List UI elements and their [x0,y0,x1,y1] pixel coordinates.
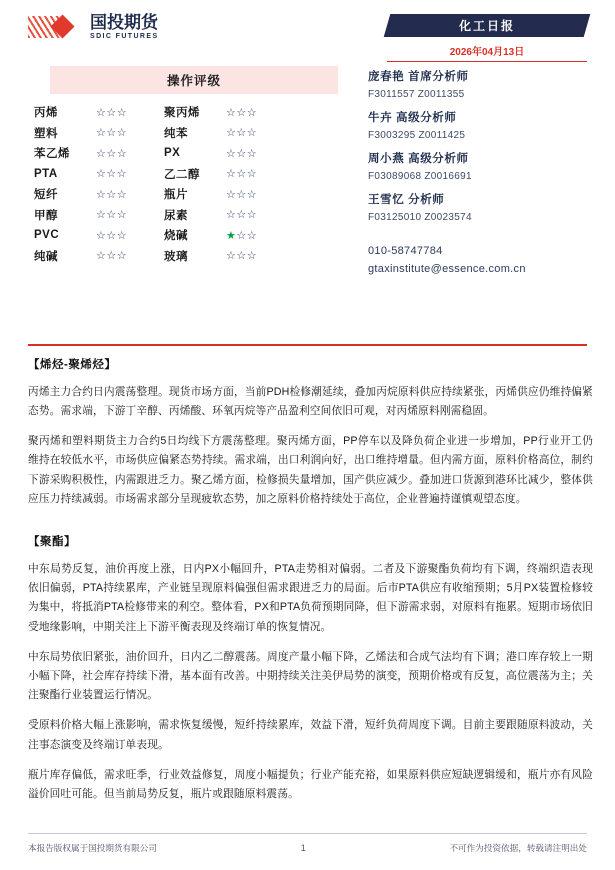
analyst-license-id: F03125010 Z0023574 [368,212,472,223]
rating-star: ☆ [236,209,247,222]
footer-disclaimer: 不可作为投资依据，转载请注明出处 [449,843,587,853]
rating-item-name: 瓶片 [164,189,188,202]
section-title: 【聚酯】 [28,536,76,549]
rating-star: ☆ [106,168,117,181]
rating-item-stars [226,106,296,119]
rating-star: ☆ [236,229,247,242]
rating-item-stars [96,188,164,201]
rating-star: ☆ [246,229,258,242]
report-flag [387,14,587,62]
rating-star: ☆ [236,106,247,119]
rating-item-name: 纯苯 [164,127,188,140]
rating-item-stars [226,147,296,160]
rating-star: ☆ [106,147,117,160]
rating-item-stars [96,229,164,242]
rating-item-stars [226,126,296,139]
analysts-panel [358,66,587,275]
footer-page-number: 1 [300,843,306,853]
rating-star: ☆ [106,229,117,242]
report-date: 2026年04月13日 [387,43,587,62]
analyst-license-id: F03089068 Z0016691 [368,171,472,182]
rating-star: ☆ [236,250,247,263]
rating-star: ☆ [236,168,247,181]
rating-item-name: 烧碱 [164,230,188,243]
rating-star: ☆ [116,229,128,242]
analyst-name: 周小燕 高级分析师 [368,153,469,165]
rating-star: ☆ [246,209,258,222]
ratings-table [28,102,358,266]
rating-row [28,225,358,246]
rating-star: ☆ [116,168,128,181]
rating-item-name: 甲醇 [34,209,58,222]
rating-item-stars [96,167,164,180]
ratings-title: 操作评级 [50,66,338,94]
rating-star: ☆ [226,127,237,140]
rating-star: ☆ [116,127,128,140]
rating-item-stars [96,208,164,221]
rating-star: ☆ [246,250,258,263]
rating-star: ☆ [116,188,128,201]
rating-row [28,102,358,123]
rating-item-name: 玻璃 [164,250,188,263]
rating-item-name: PX [164,147,181,160]
section-paragraph: 瓶片库存偏低，需求旺季，行业效益修复，周度小幅提负；行业产能充裕，如果原料供应短缺逻辑缓和，瓶片亦有风险溢价回吐可能。但当前局势反复，瓶片或跟随原料震荡。 [28,768,593,800]
rating-star: ☆ [96,188,107,201]
rating-item-stars [96,147,164,160]
header-divider [28,344,587,346]
rating-star: ☆ [96,106,107,119]
rating-row [28,123,358,144]
rating-star: ☆ [236,147,247,160]
rating-row [28,164,358,185]
rating-item-name: 尿素 [164,209,188,222]
rating-star: ★ [226,229,237,242]
rating-star: ☆ [106,209,117,222]
rating-item-stars [96,106,164,119]
rating-item-name: 塑料 [34,127,58,140]
rating-star: ☆ [236,127,247,140]
rating-item-name: 纯碱 [34,250,58,263]
section-paragraph: 丙烯主力合约日内震荡整理。现货市场方面，当前PDH检修潮延续，叠加丙烷原料供应持续紧张，丙烯供应仍维持偏紧态势。需求端，下游丁辛醇、丙烯酸、环氧丙烷等产品盈利空间依旧可观，对丙烯原料刚需稳固。 [28,385,593,417]
rating-star: ☆ [226,106,237,119]
logo-icon [28,14,84,40]
footer-divider [28,833,587,834]
rating-star: ☆ [116,147,128,160]
brand-name-cn: 国投期货 [90,13,158,32]
rating-item-name: 丙烯 [34,107,58,120]
contact-email[interactable]: gtaxinstitute@essence.com.cn [368,263,526,275]
brand-logo [28,14,159,40]
rating-item-stars [226,188,296,201]
section-paragraph: 中东局势反复，油价再度上涨，日内PX小幅回升，PTA走势相对偏弱。二者及下游聚酯负荷均有下调，终端织造表现依旧偏弱，PTA持续累库，产业链呈现原料偏强但需求跟进乏力的局面。后市PTA供应有收缩预期；5月PX装置检修较为集中，将抵消PTA检修带来的利空。整体看，PX和PTA负荷预期同降，但下游需求弱，对原料有拖累。短期市场依旧受地缘影响，中期关注上下游平衡表现及终端订单的恢复情况。 [28,562,593,633]
summary-area [28,66,587,275]
rating-star: ☆ [96,127,107,140]
report-type-label: 化工日报 [458,19,515,33]
analyst-license-id: F3003295 Z0011425 [368,130,466,141]
analyst-name: 牛卉 高级分析师 [368,112,457,124]
rating-star: ☆ [226,147,237,160]
rating-star: ☆ [106,127,117,140]
rating-star: ☆ [246,168,258,181]
rating-item-name: 聚丙烯 [164,107,200,120]
brand-name-en: SDIC FUTURES [90,33,159,40]
rating-row [28,205,358,226]
section-title: 【烯烃-聚烯烃】 [28,359,117,371]
rating-star: ☆ [96,209,107,222]
rating-star: ☆ [246,147,258,160]
rating-star: ☆ [116,250,128,263]
report-type-banner [384,14,591,37]
rating-star: ☆ [236,188,247,201]
analyst-list [368,68,587,223]
contact-phone: 010-58747784 [368,245,443,257]
footer-copyright: 本报告版权属于国投期货有限公司 [28,843,157,853]
rating-star: ☆ [96,147,107,160]
rating-item-name: 苯乙烯 [34,148,70,161]
rating-star: ☆ [116,209,128,222]
page-footer [28,842,587,854]
rating-item-name: 短纤 [34,189,58,202]
rating-row [28,143,358,164]
rating-star: ☆ [96,168,107,181]
ratings-panel [28,66,358,275]
analyst-license-id: F3011557 Z0011355 [368,89,465,100]
page-header [28,0,587,60]
rating-star: ☆ [246,106,258,119]
rating-item-stars [96,249,164,262]
rating-item-stars [226,229,296,242]
section-paragraph: 聚丙烯和塑料期货主力合约5日均线下方震荡整理。聚丙烯方面，PP停车以及降负荷企业进一步增加，PP行业开工仍维持在较低水平，市场供应偏紧态势持续。需求端，出口利润向好，出口维持增量。但内需方面，原料价格高位，制约下游采购积极性，内需跟进乏力。聚乙烯方面，检修损失量增加，国产供应减少。叠加进口货源到港环比减少，整体供应压力持续减弱。市场需求部分呈现疲软态势，加之原料价格持续处于高位，企业普遍持谨慎观望态度。 [28,434,593,505]
rating-star: ☆ [226,168,237,181]
report-body [28,356,593,807]
section-paragraph: 中东局势依旧紧张，油价回升，日内乙二醇震荡。周度产量小幅下降，乙烯法和合成气法均有下调；港口库存较上一期小幅下降，社会库存持续下滑，基本面有改善。中期持续关注美伊局势的演变，预期价格或有反复，高位震荡为主；关注聚酯行业装置运行情况。 [28,650,593,702]
rating-row [28,246,358,267]
rating-item-name: PVC [34,229,60,242]
rating-star: ☆ [106,250,117,263]
rating-item-stars [226,208,296,221]
rating-star: ☆ [246,188,258,201]
rating-item-name: PTA [34,167,58,180]
rating-star: ☆ [226,209,237,222]
analyst-name: 庞春艳 首席分析师 [368,71,469,83]
rating-star: ☆ [106,106,117,119]
rating-star: ☆ [226,188,237,201]
section-paragraph: 受原料价格大幅上涨影响，需求恢复缓慢，短纤持续累库，效益下滑，短纤负荷周度下调。目前主要跟随原料波动，关注事态演变及终端订单表现。 [28,719,593,751]
rating-item-stars [226,249,296,262]
rating-star: ☆ [226,250,237,263]
rating-star: ☆ [106,188,117,201]
rating-item-stars [96,126,164,139]
rating-star: ☆ [96,229,107,242]
rating-item-stars [226,167,296,180]
rating-star: ☆ [96,250,107,263]
contact-block [368,245,587,275]
analyst-name: 王雪忆 分析师 [368,194,445,206]
rating-star: ☆ [116,106,128,119]
rating-star: ☆ [246,127,258,140]
rating-item-name: 乙二醇 [164,168,200,181]
rating-row [28,184,358,205]
